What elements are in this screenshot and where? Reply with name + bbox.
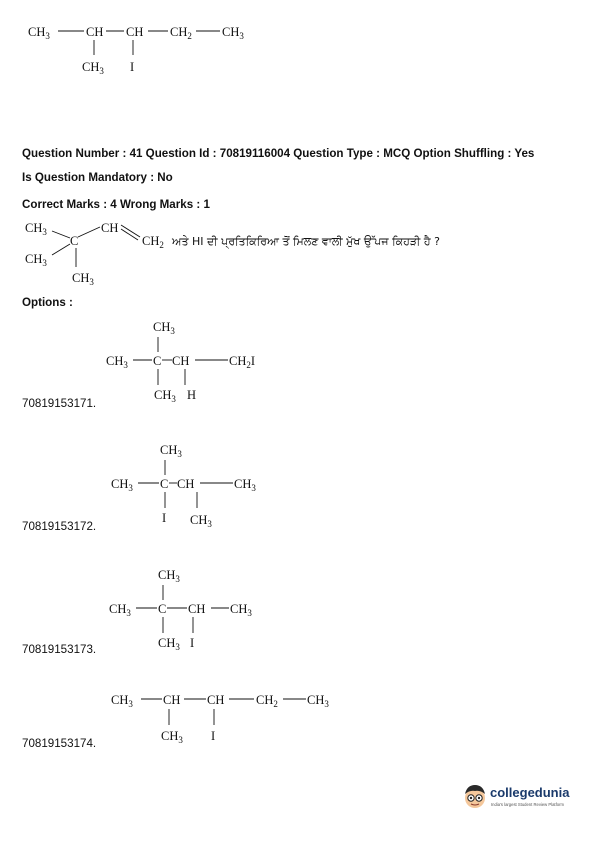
atom-ch3: $CH_3$ <box>161 729 183 745</box>
atom-ch3: $CH_3$ <box>111 693 133 709</box>
atom-ch2i: $CH_2I$ <box>229 354 256 370</box>
atom-ch3: $CH_3$ <box>111 477 133 493</box>
atom-ch2: $CH_2$ <box>256 693 278 709</box>
atom-ch3: $CH_3$ <box>153 320 175 336</box>
option-1-structure <box>0 315 595 405</box>
option-3-structure <box>0 563 595 653</box>
logo-tagline: India's largest Student Review Platform <box>491 802 564 807</box>
atom-iodine: I <box>211 729 216 743</box>
atom-h: H <box>187 388 197 402</box>
atom-ch2: $CH_2$ <box>170 25 192 41</box>
atom-ch3: $CH_3$ <box>158 636 180 652</box>
student-mascot-icon <box>462 781 488 811</box>
atom-ch: CH <box>101 221 119 235</box>
atom-c: C <box>70 234 79 248</box>
atom-ch: CH <box>126 25 144 39</box>
atom-ch3: $CH_3$ <box>25 221 47 237</box>
question-text: ਅਤੇ HI ਦੀ ਪ੍ਰਤਿਕਿਰਿਆ ਤੋਂ ਮਿਲਣ ਵਾਲੀ ਮੁੱਖ ਉੱਪਜ ਕਿਹੜੀ ਹੈ ? <box>172 235 440 248</box>
atom-ch: CH <box>86 25 104 39</box>
atom-ch3: $CH_3$ <box>160 443 182 459</box>
atom-ch3: $CH_3$ <box>28 25 50 41</box>
atom-ch: CH <box>163 693 181 707</box>
atom-ch3: $CH_3$ <box>222 25 244 41</box>
bond <box>78 227 100 237</box>
question-meta-line3: Correct Marks : 4 Wrong Marks : 1 <box>22 198 210 211</box>
atom-ch3: $CH_3$ <box>25 252 47 268</box>
option-2-id[interactable]: 70819153172. <box>22 520 97 533</box>
atom-ch3: $CH_3$ <box>307 693 329 709</box>
option-4-id[interactable]: 70819153174. <box>22 737 97 750</box>
question-meta-line1: Question Number : 41 Question Id : 70819116004 Question Type : MCQ Option Shuffling : Yes <box>22 147 535 160</box>
atom-iodine: I <box>162 511 167 525</box>
bond <box>52 231 70 238</box>
atom-ch: CH <box>188 602 206 616</box>
atom-iodine: I <box>130 60 135 74</box>
atom-c: C <box>160 477 169 491</box>
atom-ch3: $CH_3$ <box>154 388 176 404</box>
option-1-id[interactable]: 70819153171. <box>22 397 97 410</box>
atom-ch3: $CH_3$ <box>109 602 131 618</box>
atom-ch2: $CH_2$ <box>142 234 164 250</box>
atom-ch3: $CH_3$ <box>82 60 104 76</box>
question-reactant-structure <box>0 215 595 295</box>
collegedunia-logo[interactable] <box>462 779 572 815</box>
atom-ch3: $CH_3$ <box>106 354 128 370</box>
atom-ch: CH <box>172 354 190 368</box>
atom-ch3: $CH_3$ <box>190 513 212 529</box>
atom-iodine: I <box>190 636 195 650</box>
options-label: Options : <box>22 296 73 309</box>
atom-c: C <box>158 602 167 616</box>
bond <box>52 244 70 255</box>
atom-ch3: $CH_3$ <box>230 602 252 618</box>
atom-c: C <box>153 354 162 368</box>
atom-ch3: $CH_3$ <box>72 271 94 287</box>
atom-ch: CH <box>177 477 195 491</box>
option-2-structure <box>0 438 595 528</box>
atom-ch: CH <box>207 693 225 707</box>
top-structure <box>0 0 595 80</box>
question-meta-line2: Is Question Mandatory : No <box>22 171 173 184</box>
option-3-id[interactable]: 70819153173. <box>22 643 97 656</box>
logo-name: collegedunia <box>490 785 570 800</box>
atom-ch3: $CH_3$ <box>158 568 180 584</box>
atom-ch3: $CH_3$ <box>234 477 256 493</box>
